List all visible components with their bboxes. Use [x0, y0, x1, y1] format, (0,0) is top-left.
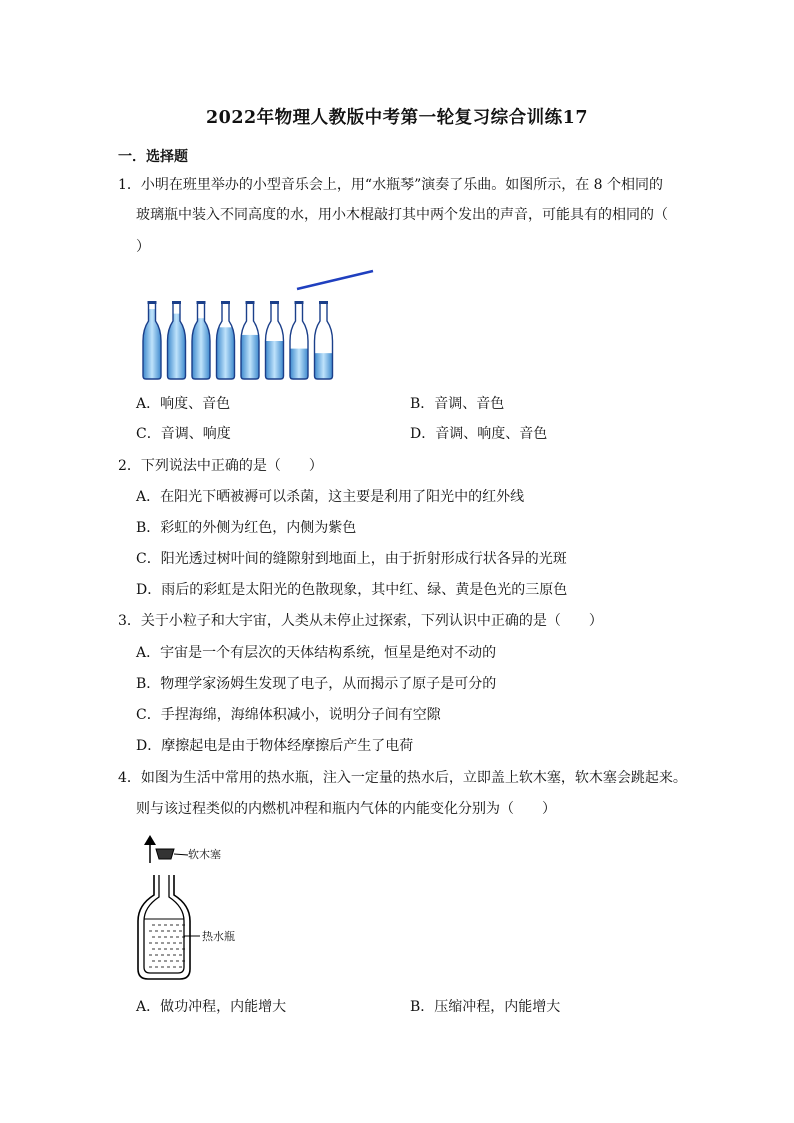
cork-label: 软木塞: [188, 848, 221, 861]
bottle-lip: [221, 301, 230, 304]
bottle-lip: [319, 301, 328, 304]
q2-option-d[interactable]: D．雨后的彩虹是太阳光的色散现象，其中红、绿、黄是色光的三原色: [136, 582, 568, 598]
cork-icon: [156, 849, 174, 859]
q3-option-d[interactable]: D．摩擦起电是由于物体经摩擦后产生了电荷: [136, 738, 414, 754]
q1-line-2: 玻璃瓶中装入不同高度的水，用小木棍敲打其中两个发出的声音，可能具有的相同的（: [136, 207, 668, 223]
q2-option-c[interactable]: C．阳光透过树叶间的缝隙射到地面上，由于折射形成行状各异的光斑: [136, 551, 567, 567]
q4-line-1: 4．如图为生活中常用的热水瓶，注入一定量的热水后，立即盖上软木塞，软木塞会跳起来。: [118, 770, 687, 786]
bottle-water: [216, 327, 236, 380]
q3-stem: 3．关于小粒子和大宇宙，人类从未停止过探索，下列认识中正确的是（ ）: [118, 613, 603, 629]
bottle-lip: [148, 301, 157, 304]
q4-option-a[interactable]: A．做功冲程，内能增大: [136, 999, 287, 1015]
water-bottle-figure: [135, 265, 385, 385]
bottle-water: [240, 335, 260, 380]
q3-option-b[interactable]: B．物理学家汤姆生发现了电子，从而揭示了原子是可分的: [136, 676, 497, 692]
thermos-label: 热水瓶: [202, 930, 235, 943]
q2-option-b[interactable]: B．彩虹的外侧为红色，内侧为紫色: [136, 520, 357, 536]
q3-option-c[interactable]: C．手捏海绵，海绵体积减小，说明分子间有空隙: [136, 707, 441, 723]
page-title: 2022年物理人教版中考第一轮复习综合训练17: [205, 108, 589, 128]
q3-option-a[interactable]: A．宇宙是一个有层次的天体结构系统，恒星是绝对不动的: [136, 645, 497, 661]
arrow-up-icon: [144, 835, 156, 845]
bottle-water: [142, 309, 162, 380]
bottle-lip: [172, 301, 181, 304]
section-heading: 一．选择题: [118, 149, 188, 165]
q1-option-a[interactable]: A．响度、音色: [136, 396, 231, 412]
bottle-lip: [270, 301, 279, 304]
q1-line-1: 1．小明在班里举办的小型音乐会上，用“水瓶琴”演奏了乐曲。如图所示，在 8 个相同的: [118, 177, 664, 193]
bottle-lip: [246, 301, 255, 304]
q1-line-3: ）: [136, 239, 150, 255]
q4-option-b[interactable]: B．压缩冲程，内能增大: [410, 999, 561, 1015]
bottle-water: [289, 349, 309, 380]
bottle-water: [167, 314, 187, 380]
q1-option-d[interactable]: D．音调、响度、音色: [410, 426, 548, 442]
bottle-lip: [295, 301, 304, 304]
q1-option-b[interactable]: B．音调、音色: [410, 396, 505, 412]
q1-option-c[interactable]: C．音调、响度: [136, 426, 231, 442]
q2-option-a[interactable]: A．在阳光下晒被褥可以杀菌，这主要是利用了阳光中的红外线: [136, 489, 525, 505]
q2-stem: 2．下列说法中正确的是（ ）: [118, 458, 323, 474]
wooden-stick: [297, 271, 373, 289]
bottle-water: [265, 341, 285, 380]
bottle-lip: [197, 301, 206, 304]
q4-line-2: 则与该过程类似的内燃机冲程和瓶内气体的内能变化分别为（ ）: [136, 801, 556, 817]
bottle-water: [314, 353, 334, 380]
